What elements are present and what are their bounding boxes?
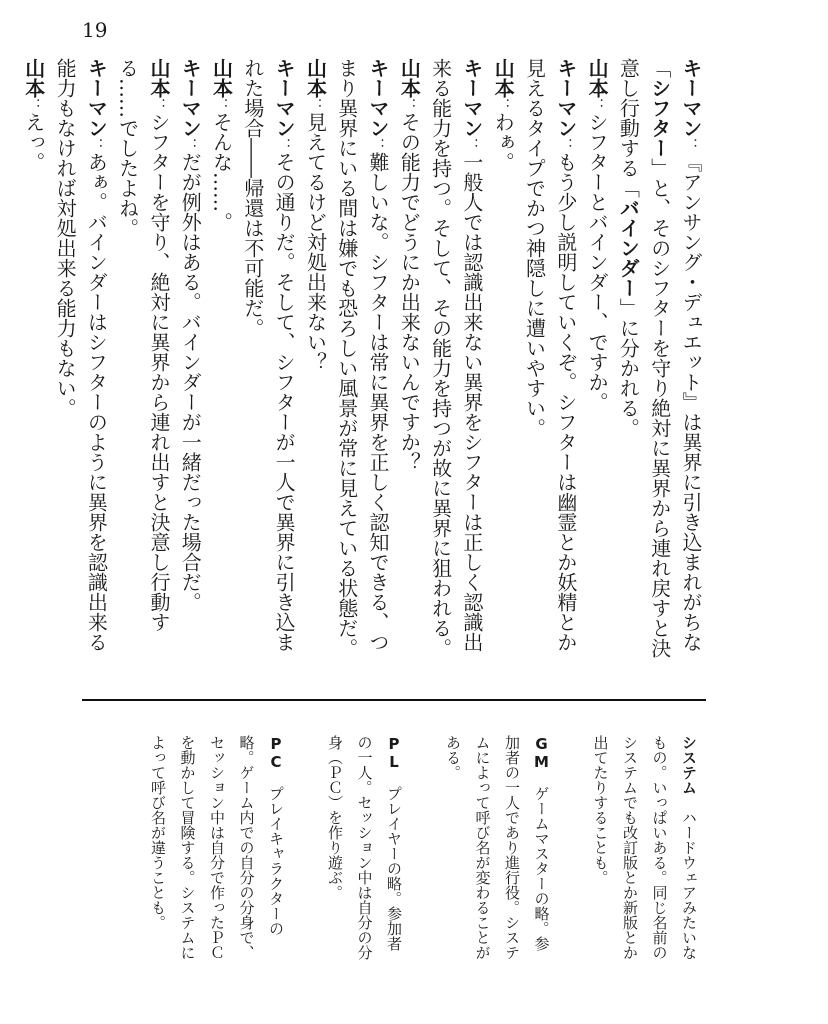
dialogue-line — [330, 58, 393, 662]
dialogue-text: そんな……。 — [209, 112, 234, 232]
glossary-term: PL — [385, 735, 403, 771]
speaker-name: 山本 — [21, 58, 46, 98]
speaker-separator: ： — [25, 98, 42, 112]
dialogue-line — [205, 58, 236, 662]
speaker-separator: ： — [495, 98, 512, 112]
emphasized-term: シフター — [647, 78, 672, 158]
dialogue-text: シフターを守り、絶対に異界から連れ出すと決意し行動する……でしたよね。 — [115, 58, 171, 632]
dialogue-text: えっ。 — [21, 112, 46, 172]
dialogue-text: 一般人では認識出来ない異界をシフターは正しく認識出来る能力を持つ。そして、その能力を持つが故に異界に狙われる。 — [428, 58, 484, 658]
speaker-separator: ： — [370, 138, 387, 152]
glossary-definition: ハードウェアみたいなもの。いっぱいある。同じ名前のシステムでも改訂版とか新版とか出てたりすることも。 — [591, 735, 698, 960]
speaker-name: キーマン — [178, 58, 203, 138]
emphasized-term: バインダー — [616, 198, 641, 298]
speaker-name: キーマン — [272, 58, 297, 138]
speaker-name: キーマン — [553, 58, 578, 138]
dialogue-line — [612, 58, 706, 662]
dialogue-line — [518, 58, 581, 662]
dialogue-text: 難しいな。シフターは常に異界を正しく認知できる、つまり異界にいる間は嫌でも恐ろしい風景が常に見えている状態だ。 — [334, 58, 391, 658]
dialogue-text: あぁ。バインダーはシフターのように異界を認識出来る能力もなければ対処出来る能力もない。 — [53, 58, 109, 652]
speaker-name: キーマン — [459, 58, 484, 138]
glossary-term: PC — [267, 735, 285, 771]
dialogue-text: 見えてるけど対処出来ない？ — [303, 112, 328, 372]
glossary-notes — [149, 735, 703, 961]
dialogue-line — [581, 58, 612, 662]
dialogue-text: わぁ。 — [491, 112, 516, 172]
dialogue-text: もう少し説明していくぞ。シフターは幽霊とか妖精とか見えるタイプでかつ神隠しに遭いやすい。 — [522, 58, 578, 652]
dialogue-line — [299, 58, 330, 662]
glossary-definition: プレイヤーの略。参加者の一人。セッション中は自分の分身（ＰＣ）を作り遊ぶ。 — [326, 735, 403, 960]
dialogue-line — [393, 58, 424, 662]
dialogue-line — [424, 58, 487, 662]
dialogue-text: 」と、そのシフターを守り絶対に異界から連れ戻すと決意し行動する「 — [616, 58, 672, 658]
speaker-separator: ： — [463, 138, 480, 152]
dialogue-body — [21, 58, 706, 662]
speaker-separator: ： — [213, 98, 230, 112]
dialogue-text: 『アンサング・デュエット』は異界に引き込まれがちな「 — [647, 58, 703, 652]
speaker-name: 山本 — [585, 58, 610, 98]
speaker-name: キーマン — [679, 58, 703, 138]
glossary-entry — [143, 735, 291, 961]
dialogue-text: その能力でどうにか出来ないんですか？ — [397, 112, 422, 472]
dialogue-text: その通りだ。そして、シフターが一人で異界に引き込まれた場合――帰還は不可能だ。 — [240, 58, 297, 652]
dialogue-text: だが例外はある。バインダーが一緒だった場合だ。 — [178, 152, 203, 612]
speaker-separator: ： — [557, 138, 574, 152]
glossary-term: GM — [532, 735, 551, 771]
speaker-name: 山本 — [146, 58, 171, 98]
page-number: 19 — [82, 18, 108, 42]
speaker-name: キーマン — [84, 58, 109, 138]
speaker-separator: ： — [307, 98, 324, 112]
dialogue-line — [111, 58, 174, 662]
speaker-separator: ： — [182, 138, 199, 152]
dialogue-line — [237, 58, 300, 662]
glossary-entry — [585, 735, 703, 961]
glossary-term: システム — [680, 735, 698, 795]
dialogue-line — [487, 58, 518, 662]
dialogue-text: シフターとバインダー、ですか。 — [585, 112, 610, 412]
dialogue-line — [17, 58, 48, 662]
speaker-name: 山本 — [491, 58, 516, 98]
dialogue-line — [49, 58, 112, 662]
speaker-name: 山本 — [209, 58, 234, 98]
speaker-name: 山本 — [303, 58, 328, 98]
speaker-name: キーマン — [366, 58, 391, 138]
speaker-separator: ： — [683, 138, 699, 152]
speaker-name: 山本 — [397, 58, 422, 98]
glossary-definition: ゲームマスターの略。参加者の一人であり進行役。システムによって呼び名が変わることがある。 — [444, 735, 551, 960]
speaker-separator: ： — [150, 98, 167, 112]
glossary-entry — [320, 735, 409, 961]
dialogue-text: 」に分かれる。 — [616, 298, 641, 438]
speaker-separator: ： — [589, 98, 606, 112]
footnote-divider — [82, 699, 706, 701]
glossary-definition: プレイキャラクターの略。ゲーム内での自分の分身で、セッション中は自分で作ったＰＣを動かして冒険する。システムによって呼び名が違うことも。 — [149, 735, 285, 960]
speaker-separator: ： — [88, 138, 105, 152]
glossary-entry — [438, 735, 556, 961]
speaker-separator: ： — [276, 138, 293, 152]
dialogue-line — [174, 58, 205, 662]
speaker-separator: ： — [401, 98, 418, 112]
